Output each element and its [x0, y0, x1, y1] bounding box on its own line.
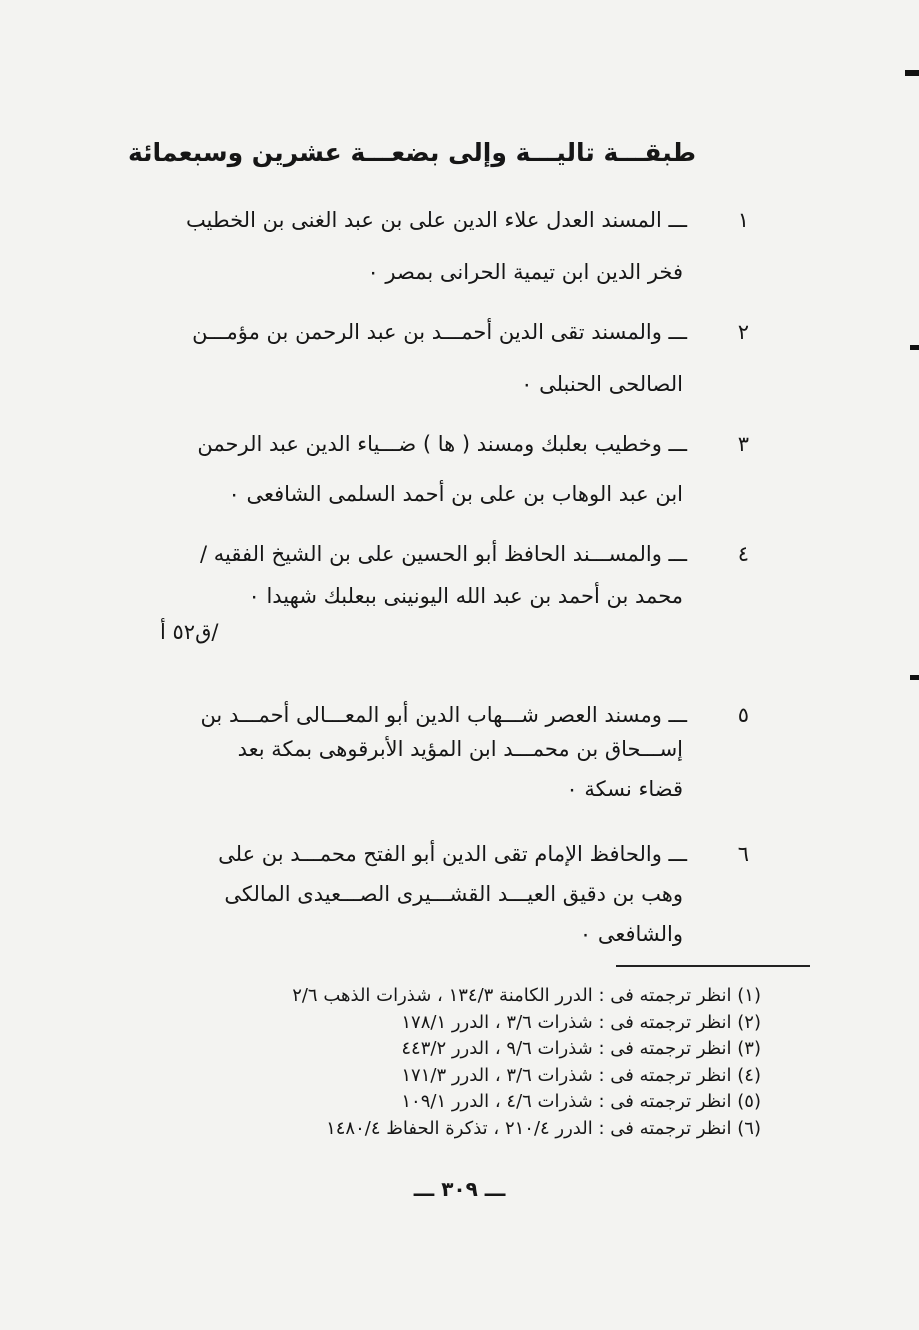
entry-number: ٣ — [737, 432, 749, 456]
entry-line: ـــ ومسند العصر شـــهاب الدين أبو المعـــالى أحمـــد بن — [200, 703, 687, 727]
page-number: ـــ ٣٠٩ ـــ — [413, 1177, 506, 1201]
entry-line: ـــ وخطيب بعلبك ومسند ( ها ) ضـــياء الدين عبد الرحمن — [197, 432, 687, 456]
entry-line: فخر الدين ابن تيمية الحرانى بمصر ٠ — [367, 260, 683, 284]
entry-line: ابن عبد الوهاب بن على بن أحمد السلمى الشافعى ٠ — [228, 482, 683, 506]
entry-line: والشافعى ٠ — [579, 922, 683, 946]
entry-line: إســـحاق بن محمـــد ابن المؤيد الأبرقوهى بمكة بعد — [237, 737, 683, 761]
footnote-6: (٦) انظر ترجمته فى : الدرر ٢١٠/٤ ، تذكرة الحفاظ ١٤٨٠/٤ — [326, 1117, 761, 1139]
scan-edge-mark — [910, 345, 919, 350]
section-heading: طبقـــة تاليـــة وإلى بضعـــة عشرين وسبعمائة — [127, 138, 696, 167]
entry-line: وهب بن دقيق العيـــد القشـــيرى الصـــعيدى المالكى — [224, 882, 683, 906]
entry-line: قضاء نسكة ٠ — [566, 777, 683, 801]
entry-number: ٤ — [737, 542, 749, 566]
entry-number: ٦ — [737, 842, 749, 866]
entry-number: ١ — [737, 208, 749, 232]
scan-edge-mark — [910, 675, 919, 680]
entry-line: ـــ والحافظ الإمام تقى الدين أبو الفتح محمـــد بن على — [218, 842, 687, 866]
entry-line: محمد بن أحمد بن عبد الله اليونينى ببعلبك شهيدا ٠ — [248, 584, 683, 608]
entry-number: ٥ — [737, 703, 749, 727]
folio-marker: /ق٥٢ أ — [160, 620, 219, 644]
footnote-4: (٤) انظر ترجمته فى : شذرات ٣/٦ ، الدرر ١٧١/٣ — [401, 1064, 761, 1086]
footnote-3: (٣) انظر ترجمته فى : شذرات ٩/٦ ، الدرر ٤٤٣/٢ — [401, 1038, 761, 1059]
scan-edge-mark — [905, 70, 919, 76]
entry-line: الصالحى الحنبلى ٠ — [521, 372, 683, 396]
entry-line: ـــ والمســـند الحافظ أبو الحسين على بن الشيخ الفقيه / — [200, 542, 687, 566]
entry-number: ٢ — [737, 320, 749, 344]
entry-line: ـــ والمسند تقى الدين أحمـــد بن عبد الرحمن بن مؤمـــن — [192, 320, 687, 344]
footnotes — [201, 983, 761, 1142]
footnote-2: (٢) انظر ترجمته فى : شذرات ٣/٦ ، الدرر ١٧٨/١ — [401, 1011, 761, 1033]
footnote-5: (٥) انظر ترجمته فى : شذرات ٤/٦ ، الدرر ١٠٩/١ — [401, 1091, 761, 1112]
footnote-1: (١) انظر ترجمته فى : الدرر الكامنة ١٣٤/٣ ، شذرات الذهب ٢/٦ — [292, 985, 761, 1006]
footnote-separator — [616, 965, 810, 967]
entry-line: ـــ المسند العدل علاء الدين على بن عبد الغنى بن الخطيب — [185, 208, 687, 232]
